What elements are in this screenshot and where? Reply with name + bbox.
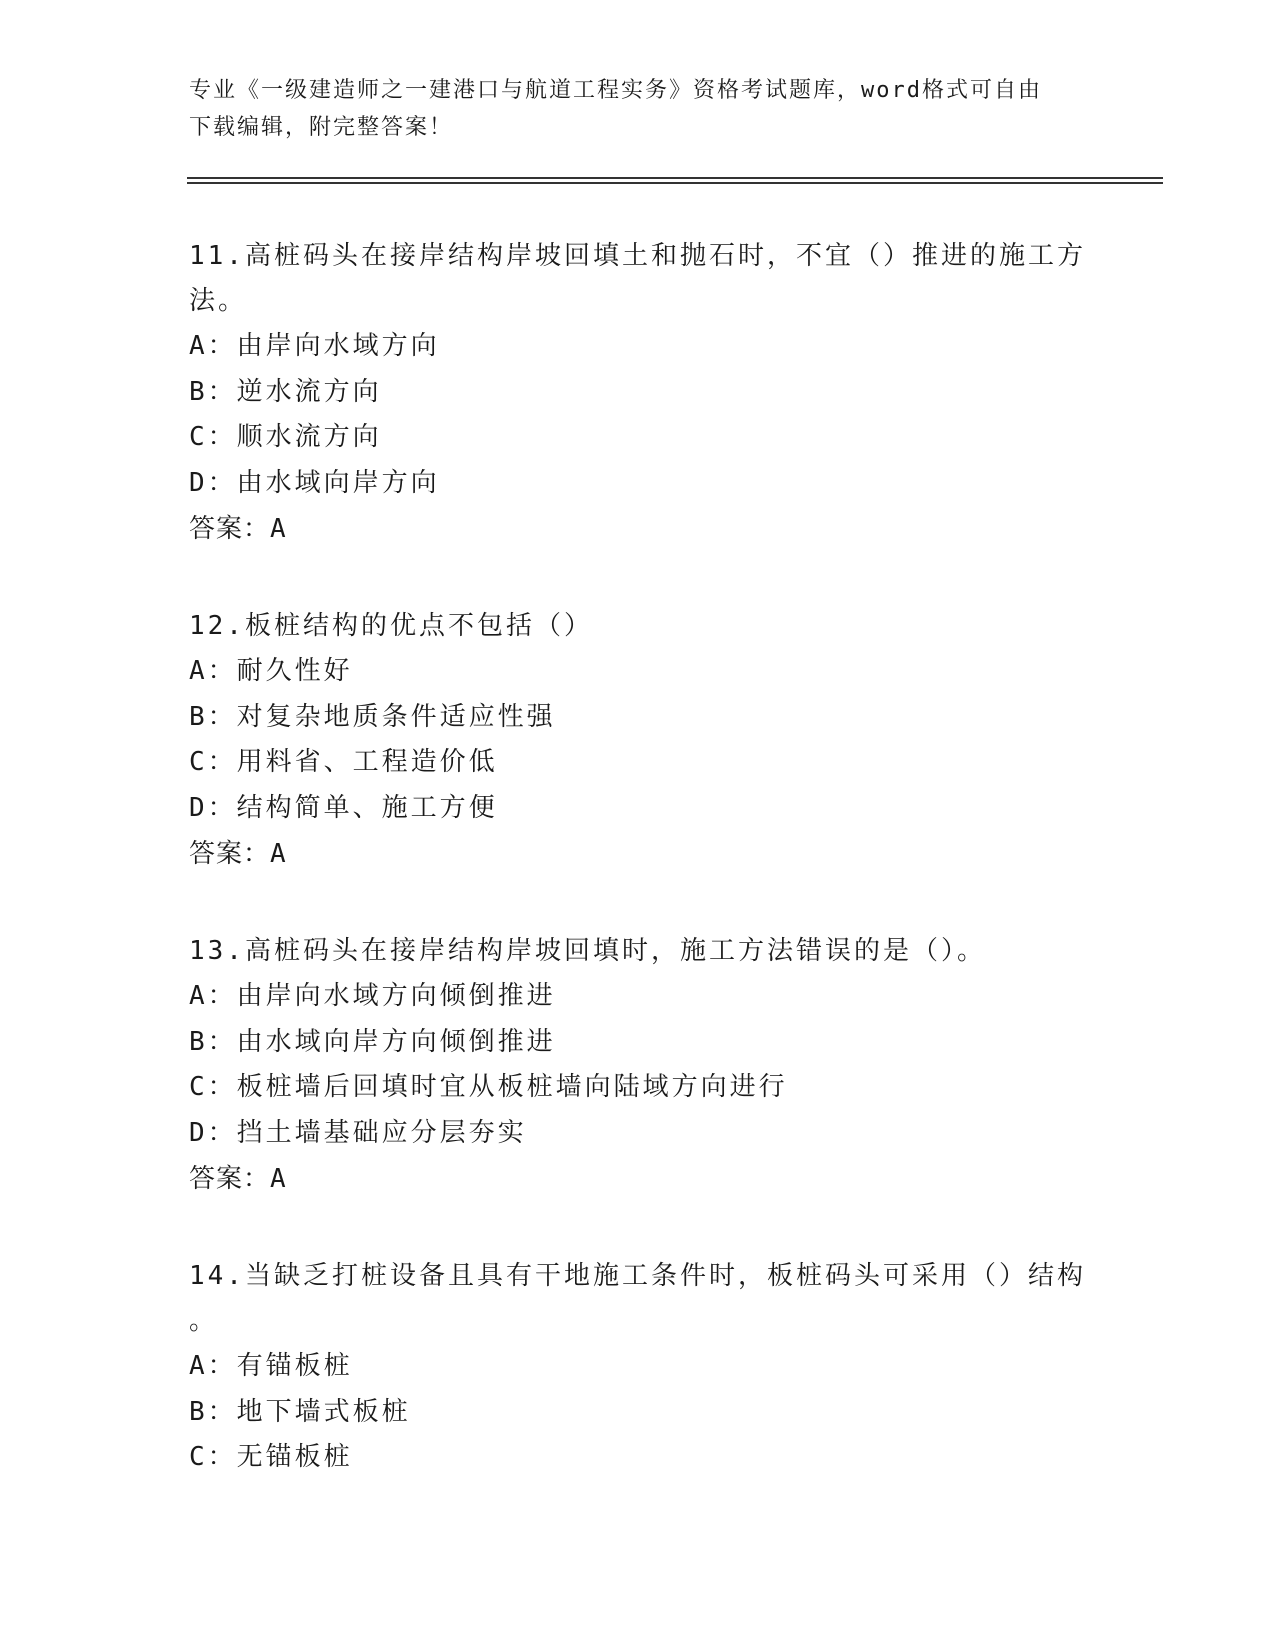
question-stem: 13.高桩码头在接岸结构岸坡回填时，施工方法错误的是（）。 — [189, 936, 986, 966]
answer: 答案：A — [189, 839, 287, 869]
question-stem-continued: 。 — [189, 1306, 219, 1336]
question-13 — [189, 929, 1089, 1202]
header-divider-bottom — [187, 182, 1163, 184]
answer: 答案：A — [189, 1164, 287, 1194]
option-c: C：用料省、工程造价低 — [189, 747, 498, 777]
option-b: B：地下墙式板桩 — [189, 1396, 411, 1427]
option-a: A：由岸向水域方向倾倒推进 — [189, 981, 556, 1011]
option-a: A：有锚板桩 — [189, 1351, 353, 1381]
option-b: B：对复杂地质条件适应性强 — [189, 701, 556, 732]
header-line-1: 专业《一级建造师之一建港口与航道工程实务》资格考试题库，word格式可自由 — [189, 78, 1042, 103]
answer: 答案：A — [189, 514, 287, 544]
header-divider-top — [187, 177, 1163, 179]
question-list — [189, 234, 1089, 1533]
option-b: B：逆水流方向 — [189, 376, 382, 407]
option-d: D：结构简单、施工方便 — [189, 792, 498, 823]
option-c: C：无锚板桩 — [189, 1442, 353, 1472]
question-11 — [189, 234, 1089, 552]
option-b: B：由水域向岸方向倾倒推进 — [189, 1026, 556, 1057]
option-c: C：顺水流方向 — [189, 422, 382, 452]
header-line-2: 下载编辑，附完整答案！ — [189, 115, 454, 140]
option-d: D：挡土墙基础应分层夯实 — [189, 1117, 527, 1148]
question-stem: 11.高桩码头在接岸结构岸坡回填土和抛石时，不宜（）推进的施工方 — [189, 241, 1086, 271]
option-a: A：由岸向水域方向 — [189, 331, 440, 361]
option-d: D：由水域向岸方向 — [189, 467, 440, 498]
question-stem-continued: 法。 — [189, 286, 248, 316]
question-stem: 12.板桩结构的优点不包括（） — [189, 611, 593, 641]
question-stem: 14.当缺乏打桩设备且具有干地施工条件时，板桩码头可采用（）结构 — [189, 1261, 1086, 1291]
question-14 — [189, 1254, 1089, 1481]
option-a: A：耐久性好 — [189, 656, 353, 686]
option-c: C：板桩墙后回填时宜从板桩墙向陆域方向进行 — [189, 1072, 788, 1102]
question-12 — [189, 604, 1089, 877]
document-header — [189, 72, 1089, 146]
